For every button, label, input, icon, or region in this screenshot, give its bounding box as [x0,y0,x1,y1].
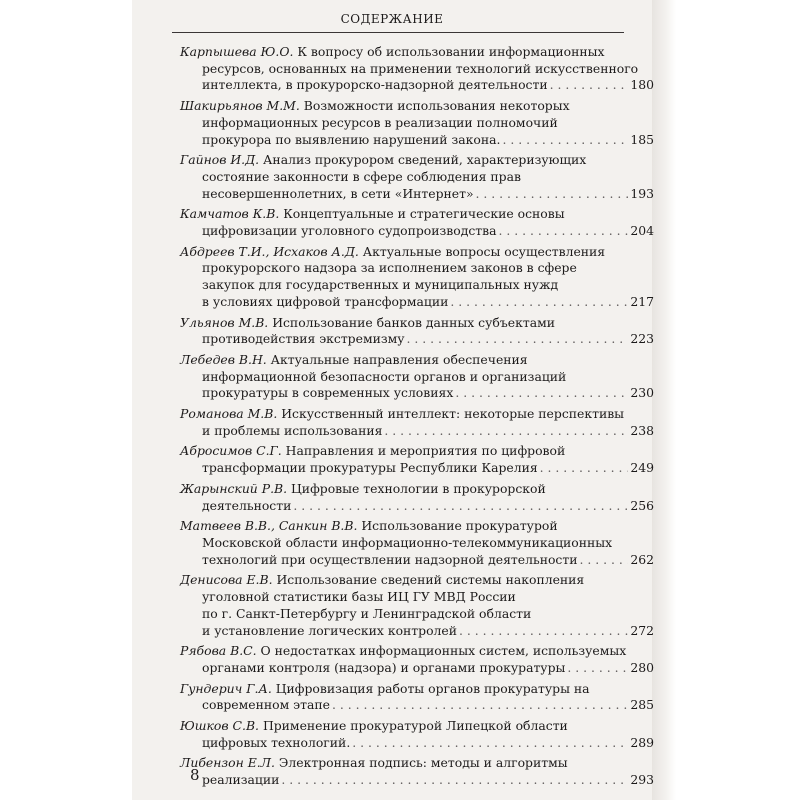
toc-entry [180,244,654,311]
toc-entry-last-line [180,735,654,752]
toc-title-fragment: цифровизации уголовного судопроизводства [202,223,497,239]
toc-entry-last-line [180,294,654,311]
toc-title-text: Использование сведений системы накопления [272,572,585,588]
toc-author: Абросимов С.Г. [180,443,282,459]
toc-author: Лебедев В.Н. [180,351,267,367]
toc-title-text: Цифровые технологии в прокурорской [287,480,546,496]
toc-entry [180,572,654,639]
toc-entry [180,643,654,676]
toc-title-text [202,186,474,203]
toc-title-text [202,132,500,149]
toc-author: Матвеев В.В., Санкин В.В. [180,518,358,534]
toc-page-number: 280 [630,659,654,675]
toc-author: Шакирьянов М.М. [180,98,300,114]
dot-leader [332,697,628,714]
toc-title-text [202,552,577,569]
dot-leader [455,385,628,402]
toc-entry-last-line [180,385,654,402]
toc-page-number: 193 [630,185,654,201]
toc-title-text [202,498,291,515]
toc-author: Либензон Е.Л. [180,755,275,771]
toc-entry [180,206,654,239]
dot-leader [293,498,628,515]
toc-title-fragment: технологий при осуществлении надзорной деятельности [202,551,578,567]
toc-entry-line [180,115,654,132]
page-title: СОДЕРЖАНИЕ [340,12,444,26]
toc-entry [180,755,654,788]
toc-title-fragment: противодействия экстремизму [202,331,405,347]
page-number: 8 [190,766,200,784]
toc-entry-last-line [180,460,654,477]
toc-entry-first-line [180,206,654,223]
dot-leader [550,77,628,94]
toc-title-text: К вопросу об использовании информационных [293,44,605,59]
toc-page-number: 272 [630,622,654,638]
toc-entry-first-line [180,481,654,498]
toc-entry-first-line [180,518,654,535]
toc-page-number: 230 [630,385,654,401]
toc-title-fragment: реализации [202,772,280,788]
toc-entry [180,481,654,514]
toc-entry-first-line [180,315,654,332]
toc-author: Карпышева Ю.О. [180,44,294,59]
toc-entry-first-line [180,44,654,61]
toc-title-fragment: трансформации прокуратуры Республики Карелия [202,460,538,476]
toc-title-text [202,331,405,348]
toc-title-text: Московской области информационно-телекоммуникационных [202,534,613,550]
toc-title-text: Актуальные вопросы осуществления [358,243,606,259]
toc-page-number: 249 [630,460,654,476]
toc-title-text [202,423,382,440]
toc-entry-line [180,589,654,606]
toc-title-text [202,77,548,94]
toc-author: Гундерич Г.А. [180,680,272,696]
toc-entry [180,44,654,94]
toc-entry-last-line [180,77,654,94]
toc-entry-first-line [180,152,654,169]
toc-page-number: 223 [630,331,654,347]
toc-title-text: Искусственный интеллект: некоторые перспективы [277,406,625,422]
toc-title-fragment: и проблемы использования [202,422,383,438]
toc-entry-last-line [180,772,654,789]
toc-title-fragment: и установление логических контролей [202,622,458,638]
dot-leader [498,223,628,240]
toc-entry-last-line [180,623,654,640]
table-of-contents [180,44,654,793]
page-edge [652,0,676,800]
toc-entry-first-line [180,244,654,261]
header-divider [172,32,624,33]
toc-title-text [202,735,350,752]
toc-entry [180,681,654,714]
toc-entry [180,443,654,476]
toc-entry-first-line [180,443,654,460]
toc-title-text [202,223,496,240]
toc-author: Абдреев Т.И., Исхаков А.Д. [180,243,359,259]
toc-title-text: Возможности использования некоторых [299,98,570,114]
toc-title-text: Применение прокуратурой Липецкой области [259,718,568,734]
toc-page-number: 204 [630,223,654,239]
toc-entry-first-line [180,98,654,115]
toc-entry-first-line [180,572,654,589]
toc-entry [180,98,654,148]
toc-title-fragment: цифровых технологий. [202,734,351,750]
toc-title-text: Анализ прокурором сведений, характеризующих [259,152,587,168]
toc-entry [180,315,654,348]
toc-title-text: Цифровизация работы органов прокуратуры на [271,680,590,696]
toc-title-text: уголовной статистики базы ИЦ ГУ МВД России [202,589,516,605]
toc-title-text: закупок для государственных и муниципальных нужд [202,277,559,293]
toc-page-number: 293 [630,772,654,788]
toc-page-number: 217 [630,293,654,309]
toc-entry [180,718,654,751]
toc-entry-first-line [180,643,654,660]
dot-leader [502,132,628,149]
toc-title-fragment: несовершеннолетних, в сети «Интернет» [202,185,474,201]
toc-author: Юшков С.В. [180,718,259,734]
dot-leader [450,294,628,311]
toc-title-text: ресурсов, основанных на применении технологий искусственного [202,60,639,76]
dot-leader [540,460,628,477]
toc-entry-last-line [180,331,654,348]
toc-author: Рябова В.С. [180,643,257,659]
toc-title-text: по г. Санкт-Петербургу и Ленинградской области [202,605,532,621]
toc-entry-line [180,169,654,186]
toc-author: Денисова Е.В. [180,572,273,588]
toc-title-fragment: органами контроля (надзора) и органами прокуратуры [202,659,566,675]
toc-author: Романова М.В. [180,406,278,422]
toc-page-number: 185 [630,131,654,147]
toc-title-text: Электронная подпись: методы и алгоритмы [274,755,568,771]
toc-title-text: Использование прокуратурой [357,518,558,534]
toc-entry-first-line [180,718,654,735]
toc-title-fragment: современном этапе [202,697,330,713]
dot-leader [459,623,628,640]
toc-page-number: 256 [630,497,654,513]
toc-title-text: Направления и мероприятия по цифровой [281,443,566,459]
toc-entry-line [180,369,654,386]
toc-entry-line [180,61,654,78]
toc-title-text: прокурорского надзора за исполнением законов в сфере [202,260,577,276]
toc-title-text [202,460,538,477]
dot-leader [352,735,628,752]
toc-title-text: состояние законности в сфере соблюдения прав [202,168,521,184]
toc-title-text [202,385,453,402]
toc-entry-last-line [180,223,654,240]
toc-page-number: 285 [630,697,654,713]
toc-page-number: 238 [630,422,654,438]
toc-title-text [202,623,457,640]
toc-title-text: информационной безопасности органов и организаций [202,368,567,384]
toc-author: Гайнов И.Д. [180,152,260,168]
dot-leader [579,552,628,569]
toc-title-text [202,697,330,714]
toc-entry [180,406,654,439]
toc-title-text: информационных ресурсов в реализации полномочий [202,114,558,130]
toc-entry-first-line [180,755,654,772]
toc-entry-line [180,277,654,294]
toc-author: Жарынский Р.В. [180,480,288,496]
toc-entry [180,518,654,568]
toc-entry-first-line [180,681,654,698]
toc-title-text [202,660,565,677]
toc-entry-last-line [180,697,654,714]
dot-leader [476,186,628,203]
toc-title-text [202,772,279,789]
toc-entry-last-line [180,186,654,203]
toc-title-text: О недостатках информационных систем, используемых [256,643,627,659]
toc-title-fragment: деятельности [202,497,292,513]
toc-title-fragment: прокурора по выявлению нарушений закона. [202,131,501,147]
toc-entry [180,152,654,202]
toc-entry-first-line [180,406,654,423]
toc-entry [180,352,654,402]
dot-leader [281,772,628,789]
toc-page-number: 180 [630,77,654,93]
toc-title-fragment: интеллекта, в прокурорско-надзорной деятельности [202,77,548,93]
toc-entry-line [180,260,654,277]
dot-leader [567,660,628,677]
dot-leader [407,331,628,348]
toc-title-text [202,294,448,311]
toc-title-fragment: прокуратуры в современных условиях [202,385,454,401]
toc-author: Камчатов К.В. [180,206,280,222]
toc-entry-last-line [180,423,654,440]
toc-entry-last-line [180,660,654,677]
toc-title-fragment: в условиях цифровой трансформации [202,293,449,309]
dot-leader [384,423,628,440]
toc-entry-last-line [180,132,654,149]
toc-title-text: Концептуальные и стратегические основы [279,206,565,222]
toc-page-number: 289 [630,734,654,750]
toc-page-number: 262 [630,551,654,567]
toc-entry-last-line [180,552,654,569]
toc-entry-first-line [180,352,654,369]
toc-author: Ульянов М.В. [180,314,269,330]
toc-title-text: Использование банков данных субъектами [268,314,555,330]
toc-entry-line [180,535,654,552]
toc-entry-line [180,606,654,623]
toc-title-text: Актуальные направления обеспечения [266,351,528,367]
toc-entry-last-line [180,498,654,515]
